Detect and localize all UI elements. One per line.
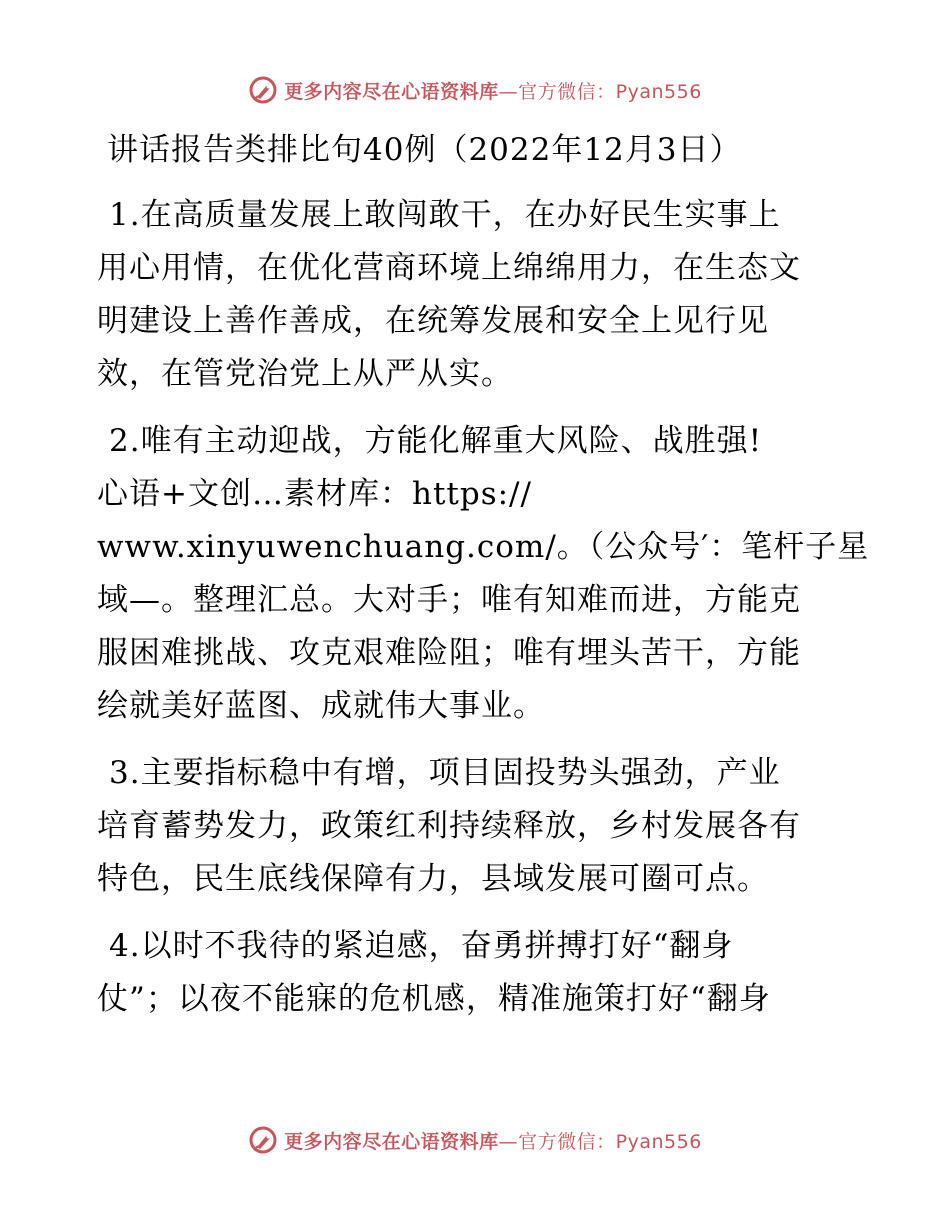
text-line: 4.以时不我待的紧迫感，奋勇拼搏打好“翻身 bbox=[109, 928, 734, 964]
text-line: 用心用情，在优化营商环境上绵绵用力，在生态文 bbox=[97, 250, 801, 286]
text-line: 3.主要指标稳中有增，项目固投势头强劲，产业 bbox=[109, 755, 781, 791]
header-watermark bbox=[0, 70, 950, 110]
text-line: 2.唯有主动迎战，方能化解重大风险、战胜强! bbox=[109, 423, 763, 459]
text-line: 1.在高质量发展上敢闯敢干，在办好民生实事上 bbox=[109, 197, 781, 233]
watermark-text: 更多内容尽在心语资料库—官方微信：Pyan556 bbox=[284, 1130, 702, 1153]
document-title: 讲话报告类排比句40例（2022年12月3日） bbox=[107, 132, 742, 168]
paragraph-4 bbox=[97, 920, 857, 1026]
watermark-text: 更多内容尽在心语资料库—官方微信：Pyan556 bbox=[284, 80, 702, 103]
text-line: 特色，民生底线保障有力，县域发展可圈可点。 bbox=[97, 861, 769, 897]
text-line: 仗”；以夜不能寐的危机感，精准施策打好“翻身 bbox=[97, 981, 771, 1017]
paragraph-3 bbox=[97, 747, 857, 906]
text-line: 绘就美好蓝图、成就伟大事业。 bbox=[97, 688, 545, 724]
footer-watermark bbox=[0, 1120, 950, 1160]
text-line: 域—。整理汇总。大对手；唯有知难而进，方能克 bbox=[97, 582, 801, 618]
paragraph-1 bbox=[97, 189, 857, 401]
text-line: 心语+文创…素材库：https:// bbox=[97, 476, 532, 512]
text-line: 明建设上善作善成，在统筹发展和安全上见行见 bbox=[97, 303, 769, 339]
pen-nib-circle-icon bbox=[248, 1125, 278, 1155]
document-body bbox=[97, 124, 870, 1040]
text-line: 效，在管党治党上从严从实。 bbox=[97, 356, 513, 392]
text-line: 服困难挑战、攻克艰难险阻；唯有埋头苦干，方能 bbox=[97, 635, 801, 671]
text-line: www.xinyuwenchuang.com/。（公众号′：笔杆子星 bbox=[97, 529, 870, 565]
text-line: 培育蓄势发力，政策红利持续释放，乡村发展各有 bbox=[97, 808, 801, 844]
paragraph-2 bbox=[97, 415, 870, 733]
pen-nib-circle-icon bbox=[248, 75, 278, 105]
